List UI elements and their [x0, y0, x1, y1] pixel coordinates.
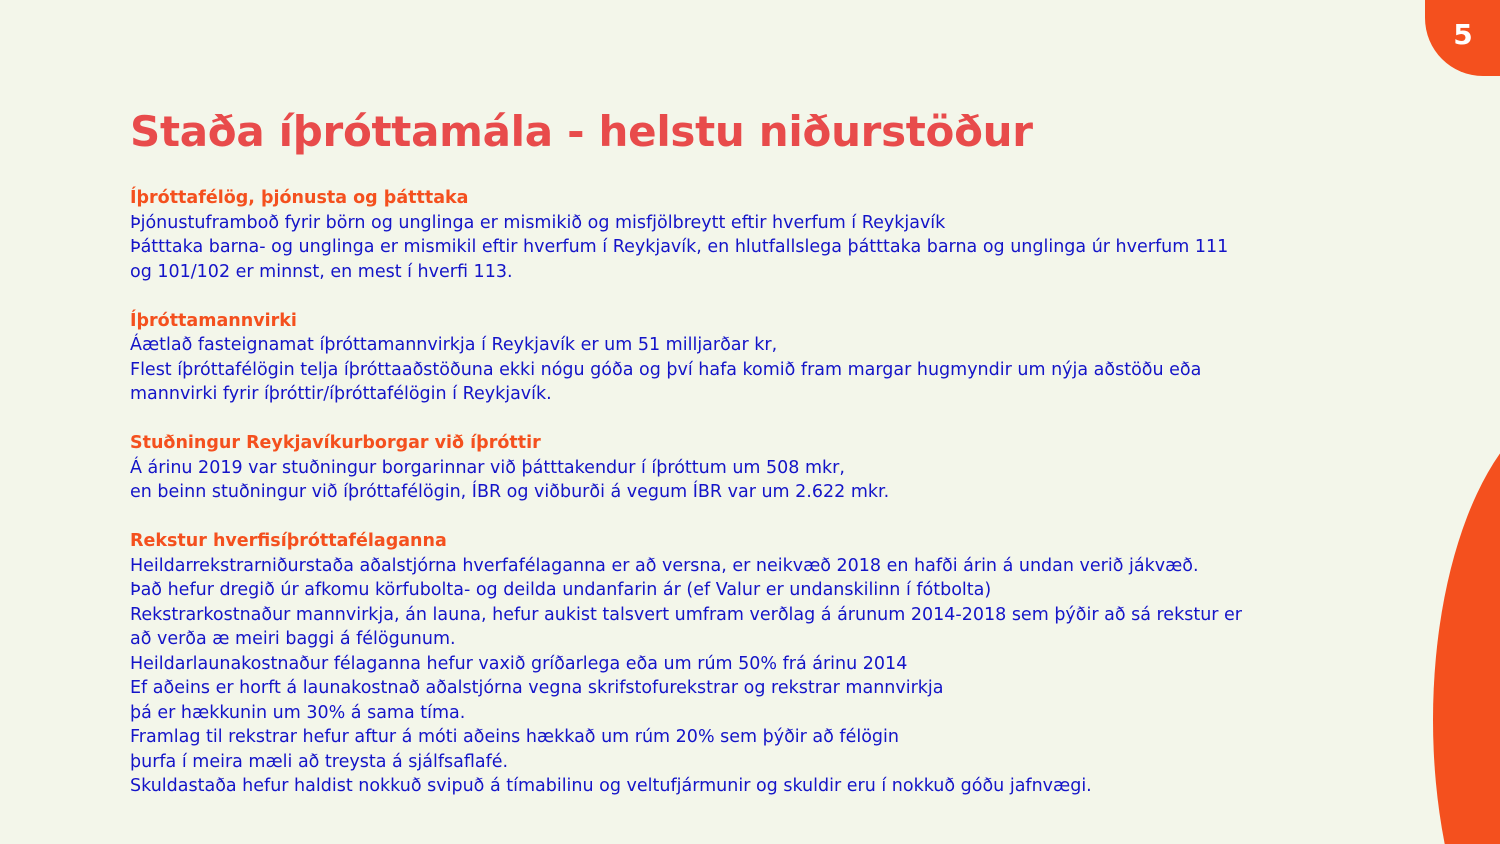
body-line: Flest íþróttafélögin telja íþróttaaðstöðuna ekki nógu góða og því hafa komið fram margar hugmyndir um nýja aðstöðu eða	[130, 359, 1202, 380]
body-line: Heildarrekstrarniðurstaða aðalstjórna hverfafélaganna er að versna, er neikvæð 2018 en hafði árin á undan verið jákvæð.	[130, 555, 1199, 576]
section-club-operations	[130, 529, 1390, 799]
page-number: 5	[1453, 18, 1473, 51]
body-line: Það hefur dregið úr afkomu körfubolta- og deilda undanfarin ár (ef Valur er undanskilinn í fótbolta)	[130, 580, 992, 600]
section-heading: Rekstur hverfisíþróttafélaganna	[130, 531, 447, 551]
body-line: þá er hækkunin um 30% á sama tíma.	[130, 702, 466, 723]
body-line: en beinn stuðningur við íþróttafélögin, ÍBR og viðburði á vegum ÍBR var um 2.622 mkr.	[130, 482, 890, 502]
slide-content	[130, 186, 1390, 823]
body-line: Rekstrarkostnaður mannvirkja, án launa, hefur aukist talsvert umfram verðlag á árunum 2014-2018 sem þýðir að sá rekstur er	[130, 604, 1243, 625]
body-line: þurfa í meira mæli að treysta á sjálfsaflafé.	[130, 751, 509, 772]
body-line: Áætlað fasteignamat íþróttamannvirkja í Reykjavík er um 51 milljarðar kr,	[130, 335, 778, 355]
body-line: Skuldastaða hefur haldist nokkuð svipuð á tímabilinu og veltufjármunir og skuldir eru í nokkuð góðu jafnvægi.	[130, 776, 1092, 796]
body-line: mannvirki fyrir íþróttir/íþróttafélögin í Reykjavík.	[130, 384, 552, 404]
body-line: að verða æ meiri baggi á félögunum.	[130, 629, 456, 649]
slide-title: Staða íþróttamála - helstu niðurstöður	[130, 107, 1033, 156]
section-sports-clubs	[130, 186, 1390, 284]
body-line: Þátttaka barna- og unglinga er mismikil eftir hverfum í Reykjavík, en hlutfallslega þátttaka barna og unglinga úr hverfum 111	[130, 237, 1229, 257]
body-line: Heildarlaunakostnaður félaganna hefur vaxið gríðarlega eða um rúm 50% frá árinu 2014	[130, 653, 908, 674]
section-city-support	[130, 431, 1390, 505]
body-line: Framlag til rekstrar hefur aftur á móti aðeins hækkað um rúm 20% sem þýðir að félögin	[130, 727, 899, 747]
section-heading: Íþróttamannvirki	[130, 310, 297, 331]
body-line: og 101/102 er minnst, en mest í hverfi 113.	[130, 261, 513, 282]
body-line: Á árinu 2019 var stuðningur borgarinnar við þátttakendur í íþróttum um 508 mkr,	[130, 457, 845, 478]
section-sports-facilities	[130, 309, 1390, 407]
section-heading: Íþróttafélög, þjónusta og þátttaka	[130, 188, 469, 208]
decorative-side-shape	[1433, 400, 1500, 844]
body-line: Ef aðeins er horft á launakostnað aðalstjórna vegna skrifstofurekstrar og rekstrar mannvirkja	[130, 678, 944, 698]
body-line: Þjónustuframboð fyrir börn og unglinga er mismikið og misfjölbreytt eftir hverfum í Reykjavík	[130, 212, 946, 233]
section-heading: Stuðningur Reykjavíkurborgar við íþróttir	[130, 433, 541, 453]
